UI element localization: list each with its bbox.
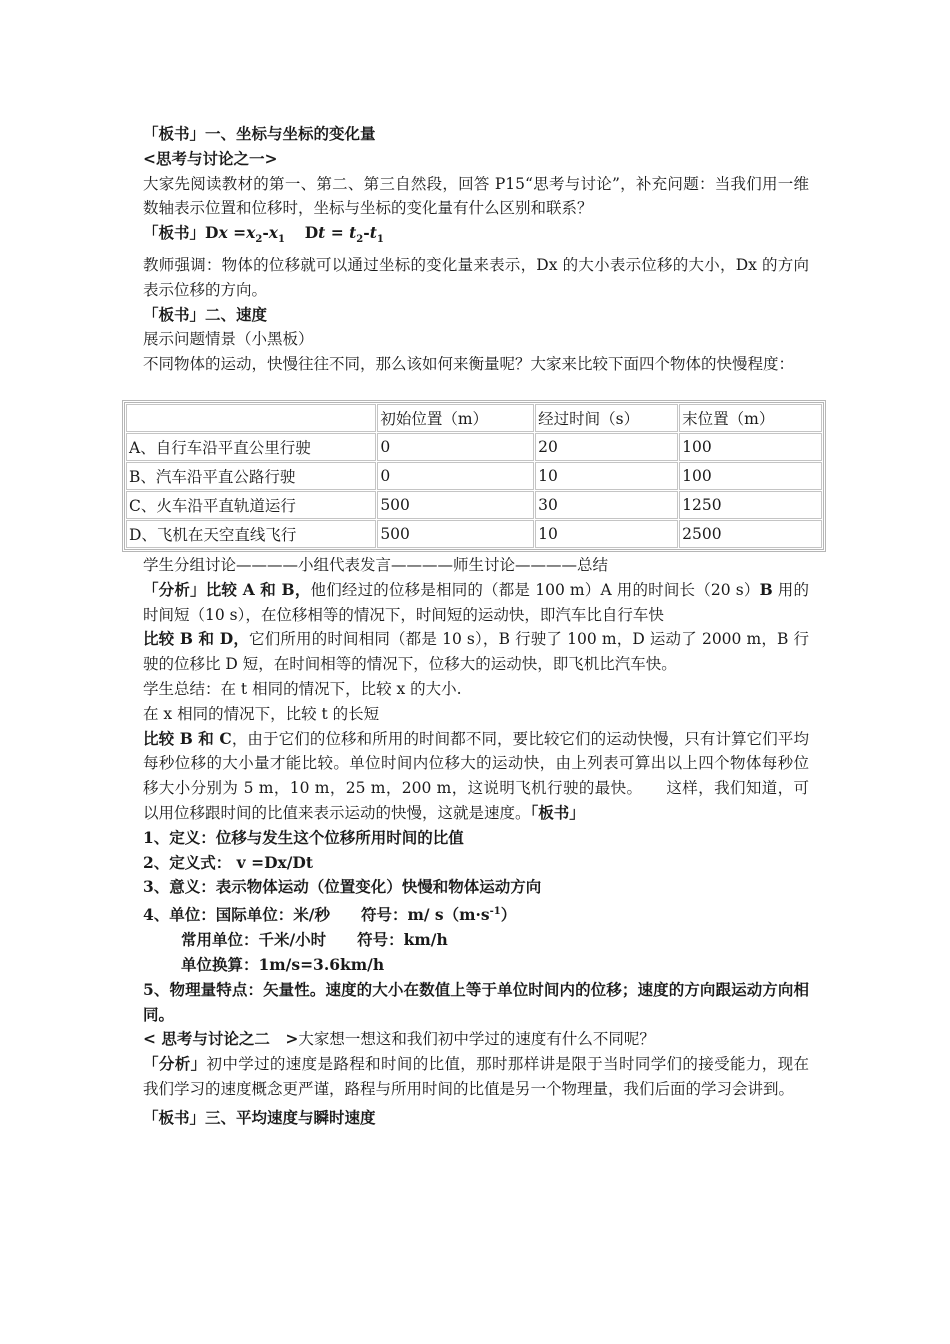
point-definition: 1、定义：位移与发生这个位移所用时间的比值 [143,827,464,847]
student-summary-1: 学生总结：在 t 相同的情况下，比较 x 的大小. [143,679,462,698]
table-cell: 100 [679,433,822,461]
discussion1-label: <思考与讨论之一> [143,148,278,168]
table-cell: 100 [679,462,822,490]
table-header-cell: 初始位置（m） [377,404,534,432]
motion-table-container [122,400,826,552]
point-unit-common: 常用单位：千米/小时 符号：km/h [181,930,448,950]
table-cell: B、汽车沿平直公路行驶 [126,462,376,490]
table-cell: 20 [535,433,678,461]
analysis-bc: 比较 B 和 C，由于它们的位移和所用的时间都不同，要比较它们的运动快慢，只有计算它们平均每秒位移的大小量才能比较。单位时间内位移大的运动快，由上列表可算出以上四个物体每秒位移大小分别为 5 m，10 m，25 m，200 m，这说明飞机行驶的最快。 这样，我们知道，可以用位移跟时间的比值来表示运动的快慢，这就是速度。「板书」 [143,728,809,822]
formula-dt: $Dt = t_2-t_1$ [304,223,384,246]
document-body-bottom [143,553,809,1130]
discussion2-analysis: 「分析」初中学过的速度是路程和时间的比值，那时那样讲是限于当时同学们的接受能力，现在我们学习的速度概念更严谨，路程与所用时间的比值是另一个物理量，我们后面的学习会讲到。 [143,1054,809,1098]
section1-heading: 「板书」一、坐标与坐标的变化量 [143,124,376,143]
table-cell: C、火车沿平直轨道运行 [126,491,376,519]
analysis-bd: 比较 B 和 D，它们所用的时间相同（都是 10 s），B 行驶了 100 m，D 运动了 2000 m，B 行驶的位移比 D 短，在时间相等的情况下，位移大的运动快，即飞机比汽车快。 [143,629,809,674]
group-discussion: 学生分组讨论————小组代表发言————师生讨论————总结 [143,556,609,574]
analysis-ab: 「分析」比较 A 和 B，他们经过的位移是相同的（都是 100 m）A 用的时间长（20 s）B 用的时间短（10 s），在位移相等的情况下，时间短的运动快，即汽车比自行车快 [143,579,809,624]
table-cell: 0 [377,433,534,461]
table-header-cell: 末位置（m） [679,404,822,432]
teacher-emphasis: 教师强调：物体的位移就可以通过坐标的变化量来表示，Dx 的大小表示位移的大小，Dx 的方向表示位移的方向。 [143,256,809,299]
formula-line: 「板书」$Dx =x_2-x_1$ $Dt = t_2-t_1$ [143,223,384,246]
table-cell: 30 [535,491,678,519]
table-cell: D、飞机在天空直线飞行 [126,520,376,548]
table-cell: A、自行车沿平直公里行驶 [126,433,376,461]
table-row [126,520,822,548]
table-cell: 500 [377,491,534,519]
table-header-row [126,404,822,432]
table-cell: 10 [535,462,678,490]
motion-table [122,400,826,552]
table-row [126,462,822,490]
point-vector-feature: 5、物理量特点：矢量性。速度的大小在数值上等于单位时间内的位移；速度的方向跟运动方向相同。 [143,979,809,1024]
table-cell: 500 [377,520,534,548]
point-formula: 2、定义式： v =Dx/Dt [143,852,314,872]
table-cell: 2500 [679,520,822,548]
student-summary-2: 在 x 相同的情况下，比较 t 的长短 [143,704,380,723]
table-header-cell: 经过时间（s） [535,404,678,432]
table-row [126,491,822,519]
formula-dx: $Dx =x_2-x_1$ [205,223,285,246]
discussion2-line: < 思考与讨论之二 >大家想一想这和我们初中学过的速度有什么不同呢？ [143,1029,655,1049]
point-meaning: 3、意义：表示物体运动（位置变化）快慢和物体运动方向 [143,877,542,897]
table-cell: 1250 [679,491,822,519]
section2-heading: 「板书」二、速度 [143,304,268,324]
table-cell: 0 [377,462,534,490]
point-unit-conversion: 单位换算：1m/s=3.6km/h [181,954,385,974]
table-row [126,433,822,461]
point-unit: 4、单位：国际单位：米/秒 符号：m/ $s(m\cdot s^{-1})$ [143,905,517,925]
table-header-cell [126,404,376,432]
section3-heading: 「板书」三、平均速度与瞬时速度 [143,1107,376,1127]
show-scenario: 展示问题情景（小黑板） [143,330,314,349]
comparison-question: 不同物体的运动，快慢往往不同，那么该如何来衡量呢？大家来比较下面四个物体的快慢程度： [143,355,795,374]
table-cell: 10 [535,520,678,548]
section1-paragraph: 大家先阅读教材的第一、第二、第三自然段，回答 P15“思考与讨论”，补充问题：当我们用一维数轴表示位置和位移时，坐标与坐标的变化量有什么区别和联系？ [143,174,809,218]
document-body-top [143,122,809,377]
